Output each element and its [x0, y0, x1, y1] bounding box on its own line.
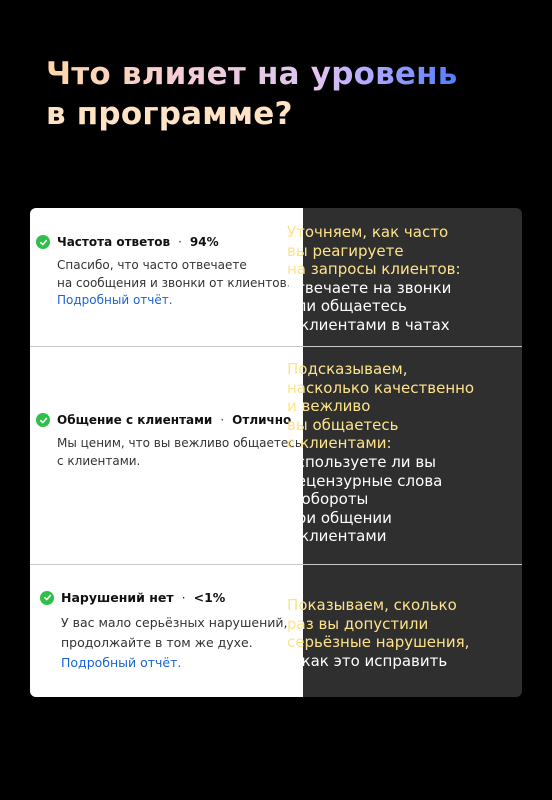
- card-header: [40, 590, 313, 605]
- explanation-response-rate: [287, 223, 515, 335]
- check-icon: [36, 235, 50, 249]
- card-value: 94%: [189, 235, 219, 249]
- card-header: [36, 235, 309, 249]
- report-link[interactable]: Подробный отчёт.: [57, 293, 173, 307]
- title-part-2: уровень: [310, 56, 458, 92]
- explanation-highlight: [287, 223, 515, 279]
- title-line-2: в программе?: [46, 96, 293, 132]
- text-line: или общаетесь: [287, 297, 407, 316]
- explanation-detail: [287, 453, 515, 546]
- text-line: и обороты: [287, 490, 369, 509]
- text-line: нецензурные слова: [287, 471, 443, 490]
- metric-card-communication: [36, 413, 309, 470]
- separator: ·: [178, 235, 182, 249]
- text-line: при общении: [287, 508, 392, 527]
- text-line: с клиентами: [287, 527, 387, 546]
- check-icon: [40, 591, 54, 605]
- card-value: <1%: [193, 590, 226, 605]
- page-title: [46, 54, 458, 134]
- text-line: Показываем, сколько: [287, 596, 457, 614]
- text-line: вы реагируете: [287, 241, 404, 260]
- card-text-line: продолжайте в том же духе.: [61, 635, 253, 650]
- explanation-detail: [287, 652, 515, 671]
- text-line: раз вы допустили: [287, 614, 429, 633]
- text-line: и как это исправить: [287, 651, 448, 670]
- card-text-line: У вас мало серьёзных нарушений,: [61, 615, 288, 630]
- explanation-highlight: [287, 596, 515, 652]
- metric-card-violations: [40, 590, 313, 673]
- text-line: Подсказываем,: [287, 360, 408, 378]
- check-icon: [36, 413, 50, 427]
- card-description: [36, 257, 309, 310]
- text-line: с клиентами в чатах: [287, 315, 450, 334]
- text-line: используете ли вы: [287, 452, 437, 471]
- card-header: [36, 413, 309, 427]
- metric-card-response-rate: [36, 235, 309, 310]
- text-line: отвечаете на звонки: [287, 278, 452, 297]
- card-text-line: Спасибо, что часто отвечаете: [57, 258, 247, 272]
- explanation-communication: [287, 360, 515, 546]
- card-text-line: Мы ценим, что вы вежливо общаетесь: [57, 436, 302, 450]
- text-line: и вежливо: [287, 397, 371, 416]
- card-description: [36, 435, 309, 470]
- text-line: серьёзные нарушения,: [287, 633, 470, 652]
- separator: ·: [181, 590, 186, 605]
- explanation-violations: [287, 596, 515, 670]
- card-title: Частота ответов: [57, 235, 171, 249]
- text-line: Уточняем, как часто: [287, 223, 449, 241]
- text-line: на запросы клиентов:: [287, 260, 461, 279]
- row-divider: [30, 346, 522, 347]
- explanation-highlight: [287, 360, 515, 453]
- text-line: вы общаетесь: [287, 415, 399, 434]
- text-line: с клиентами:: [287, 434, 392, 453]
- text-line: насколько качественно: [287, 378, 475, 397]
- card-description: [40, 613, 313, 673]
- title-part-1: Что влияет на: [46, 56, 311, 92]
- card-value: Отлично: [232, 413, 292, 427]
- explanation-detail: [287, 279, 515, 335]
- card-title: Нарушений нет: [61, 590, 174, 605]
- row-divider: [30, 564, 522, 565]
- card-text-line: с клиентами.: [57, 453, 141, 468]
- report-link[interactable]: Подробный отчёт.: [61, 655, 182, 670]
- card-title: Общение с клиентами: [57, 413, 213, 427]
- separator: ·: [220, 413, 225, 427]
- card-text-line: на сообщения и звонки от клиентов.: [57, 275, 291, 290]
